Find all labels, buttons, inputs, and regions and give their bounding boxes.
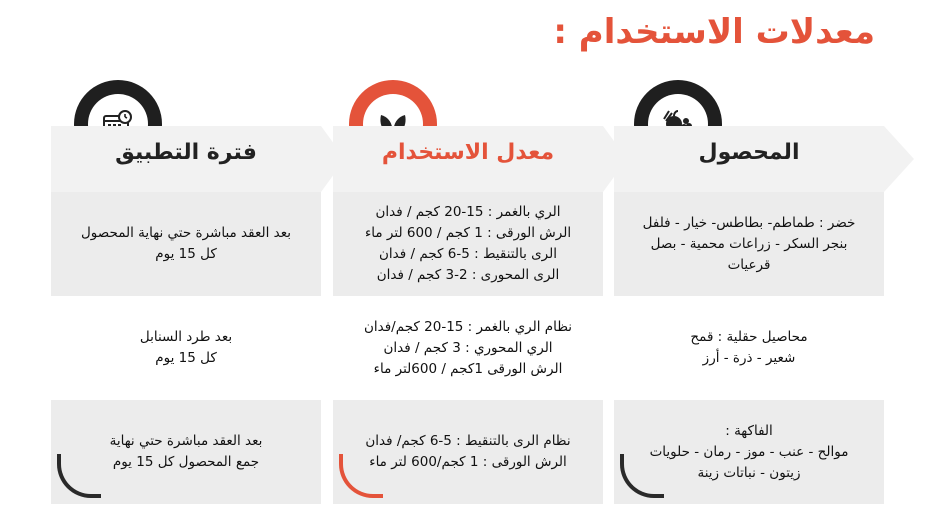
rate-row-3 xyxy=(333,400,603,504)
arrow-connector xyxy=(884,126,914,192)
arrow-connector xyxy=(603,126,627,192)
crop-row-3 xyxy=(614,400,884,504)
corner-decoration xyxy=(57,454,101,498)
crop-header xyxy=(614,126,884,192)
rate-row-2 xyxy=(333,296,603,400)
period-row-2 xyxy=(51,296,321,400)
period-header xyxy=(51,126,321,192)
column-crop xyxy=(614,126,884,504)
rate-row-1 xyxy=(333,192,603,296)
column-rate xyxy=(333,126,603,504)
period-header-label: فترة التطبيق xyxy=(115,140,257,165)
column-period xyxy=(51,126,321,504)
period-row-2-text: بعد طرد السنابل كل 15 يوم xyxy=(139,329,233,366)
period-row-3-text: بعد العقد مباشرة حتي نهاية جمع المحصول كل 15 يوم xyxy=(109,433,263,470)
rate-row-1-text: الري بالغمر : 15-20 كجم / فدان الرش الورقى : 1 كجم / 600 لتر ماء الرى بالتنقيط : 5-6 كجم / فدان الرى المحورى : 2-3 كجم / فدان xyxy=(364,204,572,283)
period-row-1-text: بعد العقد مباشرة حتي نهاية المحصول كل 15 يوم xyxy=(81,225,291,262)
period-row-3 xyxy=(51,400,321,504)
rate-header-label: معدل الاستخدام xyxy=(381,140,555,165)
arrow-connector xyxy=(321,126,345,192)
rate-header xyxy=(333,126,603,192)
corner-decoration xyxy=(339,454,383,498)
crop-row-2 xyxy=(614,296,884,400)
rate-row-3-text: نظام الرى بالتنقيط : 5-6 كجم/ فدان الرش الورقى : 1 كجم/600 لتر ماء xyxy=(365,433,571,470)
crop-header-label: المحصول xyxy=(698,140,800,165)
corner-decoration xyxy=(620,454,664,498)
page-title: معدلات الاستخدام : xyxy=(553,12,875,52)
crop-row-2-text: محاصيل حقلية : قمح شعير - ذرة - أرز xyxy=(690,329,808,366)
crop-row-1 xyxy=(614,192,884,296)
crop-row-1-text: خضر : طماطم- بطاطس- خيار - فلفل بنجر السكر - زراعات محمية - بصل قرعيات xyxy=(642,214,856,273)
rate-row-2-text: نظام الري بالغمر : 15-20 كجم/فدان الري المحوري : 3 كجم / فدان الرش الورقى 1كجم / 600لتر ماء xyxy=(363,318,573,377)
period-row-1 xyxy=(51,192,321,296)
crop-row-3-text: الفاكهة : موالح - عنب - موز - رمان - حلويات زيتون - نباتات زينة xyxy=(649,422,849,481)
